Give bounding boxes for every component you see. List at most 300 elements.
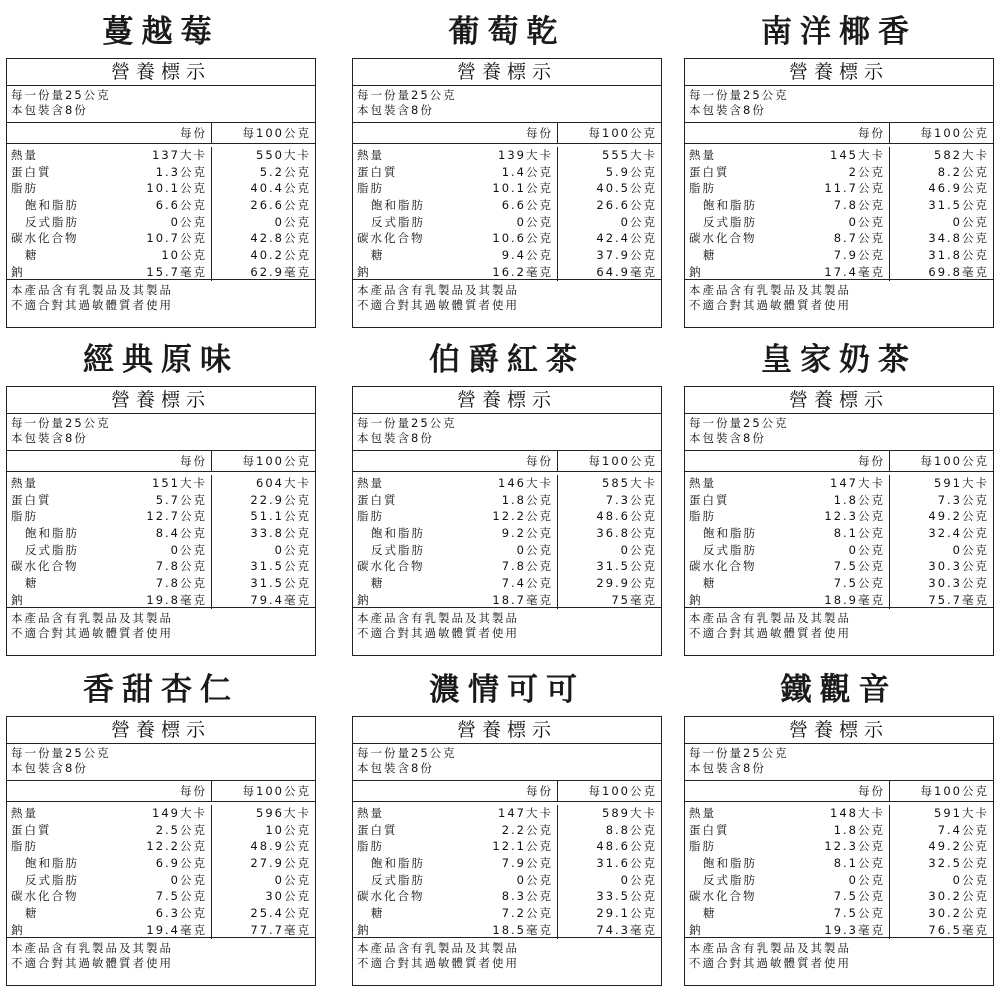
nutrient-name: 反式脂肪 [25, 872, 79, 887]
allergen-line: 不適合對其過敏體質者使用 [689, 626, 851, 640]
label-title: 營養標示 [353, 59, 661, 86]
servings-per-pack: 本包裝含8份 [689, 103, 766, 117]
per-serving-value: 17.4毫克 [795, 264, 890, 281]
nutrient-name: 脂肪 [357, 839, 384, 854]
per-100g-value: 589大卡 [602, 806, 657, 820]
table-row [685, 888, 993, 905]
table-row [685, 230, 993, 247]
allergen-line: 本產品含有乳製品及其製品 [689, 611, 851, 625]
per-serving-value: 7.8公克 [795, 197, 890, 214]
table-row [7, 575, 315, 592]
table-row [353, 822, 661, 839]
table-row [7, 805, 315, 822]
nutrition-label [6, 58, 316, 328]
label-title: 營養標示 [685, 59, 993, 86]
per-serving-value: 7.5公克 [795, 558, 890, 575]
col-per-serving: 每份 [113, 451, 212, 471]
column-header [353, 451, 661, 472]
col-per-100g: 每100公克 [588, 454, 657, 468]
per-serving-value: 1.8公克 [795, 822, 890, 839]
per-serving-value: 7.5公克 [795, 888, 890, 905]
table-row [7, 872, 315, 889]
table-row [7, 230, 315, 247]
serving-size: 每一份量25公克 [357, 88, 457, 102]
table-row [7, 264, 315, 281]
flavor-name: 鐵觀音 [780, 672, 898, 708]
per-100g-value: 69.8毫克 [928, 264, 989, 279]
nutrient-name: 蛋白質 [11, 164, 52, 179]
allergen-line: 不適合對其過敏體質者使用 [11, 298, 173, 312]
table-row [353, 838, 661, 855]
serving-size: 每一份量25公克 [11, 88, 111, 102]
per-serving-value: 8.1公克 [795, 525, 890, 542]
nutrient-name: 鈉 [689, 592, 703, 607]
per-100g-value: 26.6公克 [596, 198, 657, 213]
col-per-serving: 每份 [459, 451, 558, 471]
col-per-100g: 每100公克 [920, 454, 989, 468]
per-serving-value: 151大卡 [117, 475, 212, 492]
table-row [7, 822, 315, 839]
column-header [685, 781, 993, 802]
allergen-line: 本產品含有乳製品及其製品 [689, 941, 851, 955]
nutrient-table [353, 802, 661, 938]
col-per-serving: 每份 [791, 781, 890, 801]
per-serving-value: 18.7毫克 [463, 592, 558, 609]
col-per-100g: 每100公克 [242, 454, 311, 468]
per-100g-value: 29.1公克 [596, 906, 657, 921]
per-100g-value: 31.8公克 [928, 248, 989, 263]
per-100g-value: 49.2公克 [928, 509, 989, 524]
col-per-serving: 每份 [113, 123, 212, 143]
table-row [7, 525, 315, 542]
nutrition-label [352, 58, 662, 328]
flavor-name: 葡萄乾 [448, 14, 566, 50]
nutrient-name: 鈉 [11, 592, 25, 607]
per-serving-value: 6.3公克 [117, 905, 212, 922]
per-serving-value: 18.5毫克 [463, 922, 558, 939]
table-row [353, 475, 661, 492]
col-per-serving: 每份 [459, 781, 558, 801]
flavor-name: 香甜杏仁 [83, 672, 239, 708]
nutrient-name: 碳水化合物 [689, 889, 757, 904]
serving-info [7, 414, 315, 451]
table-row [353, 905, 661, 922]
nutrient-name: 蛋白質 [11, 492, 52, 507]
nutrient-name: 鈉 [689, 264, 703, 279]
nutrient-name: 鈉 [11, 264, 25, 279]
allergen-line: 不適合對其過敏體質者使用 [357, 298, 519, 312]
nutrient-name: 碳水化合物 [357, 889, 425, 904]
col-per-100g: 每100公克 [242, 126, 311, 140]
nutrient-name: 熱量 [689, 806, 716, 820]
per-100g-value: 40.2公克 [250, 248, 311, 263]
nutrient-table [685, 144, 993, 280]
per-100g-value: 74.3毫克 [596, 922, 657, 937]
nutrient-name: 熱量 [11, 476, 38, 490]
per-100g-value: 79.4毫克 [250, 592, 311, 607]
col-per-100g: 每100公克 [242, 784, 311, 798]
table-row [353, 247, 661, 264]
label-title: 營養標示 [353, 387, 661, 414]
flavor-panel [352, 664, 662, 982]
nutrient-table [353, 472, 661, 608]
table-row [685, 922, 993, 939]
table-row [685, 592, 993, 609]
per-100g-value: 585大卡 [602, 476, 657, 490]
table-row [353, 164, 661, 181]
per-100g-value: 31.5公克 [596, 559, 657, 574]
nutrient-name: 飽和脂肪 [371, 856, 425, 871]
per-100g-value: 31.5公克 [928, 198, 989, 213]
per-serving-value: 10公克 [117, 247, 212, 264]
per-100g-value: 75.7毫克 [928, 592, 989, 607]
per-serving-value: 137大卡 [117, 147, 212, 164]
nutrient-name: 糖 [703, 906, 717, 921]
per-serving-value: 0公克 [795, 872, 890, 889]
serving-info [353, 414, 661, 451]
servings-per-pack: 本包裝含8份 [11, 431, 88, 445]
per-serving-value: 0公克 [463, 214, 558, 231]
per-100g-value: 75毫克 [611, 592, 657, 607]
col-per-serving: 每份 [459, 123, 558, 143]
table-row [685, 855, 993, 872]
serving-info [7, 744, 315, 781]
per-serving-value: 10.6公克 [463, 230, 558, 247]
nutrient-name: 鈉 [357, 922, 371, 937]
per-serving-value: 8.1公克 [795, 855, 890, 872]
table-row [7, 180, 315, 197]
per-100g-value: 0公克 [274, 542, 311, 557]
serving-info [685, 86, 993, 123]
table-row [685, 542, 993, 559]
table-row [353, 575, 661, 592]
nutrition-label [684, 716, 994, 986]
serving-size: 每一份量25公克 [11, 416, 111, 430]
serving-size: 每一份量25公克 [689, 88, 789, 102]
nutrient-name: 脂肪 [11, 181, 38, 196]
table-row [353, 492, 661, 509]
per-serving-value: 9.2公克 [463, 525, 558, 542]
per-100g-value: 0公克 [274, 214, 311, 229]
allergen-note [685, 280, 993, 316]
per-serving-value: 1.8公克 [795, 492, 890, 509]
nutrient-name: 脂肪 [11, 839, 38, 854]
per-100g-value: 48.6公克 [596, 509, 657, 524]
table-row [685, 575, 993, 592]
table-row [685, 558, 993, 575]
table-row [685, 164, 993, 181]
per-100g-value: 37.9公克 [596, 248, 657, 263]
per-serving-value: 12.2公克 [117, 838, 212, 855]
per-100g-value: 62.9毫克 [250, 264, 311, 279]
serving-info [353, 744, 661, 781]
allergen-line: 本產品含有乳製品及其製品 [689, 283, 851, 297]
allergen-note [353, 938, 661, 974]
nutrient-name: 脂肪 [11, 509, 38, 524]
per-100g-value: 34.8公克 [928, 231, 989, 246]
nutrition-label [6, 386, 316, 656]
per-100g-value: 8.8公克 [605, 822, 657, 837]
per-serving-value: 7.8公克 [463, 558, 558, 575]
column-header [353, 123, 661, 144]
nutrient-name: 蛋白質 [689, 822, 730, 837]
per-serving-value: 1.8公克 [463, 492, 558, 509]
per-100g-value: 0公克 [952, 542, 989, 557]
table-row [7, 214, 315, 231]
nutrient-name: 蛋白質 [689, 492, 730, 507]
servings-per-pack: 本包裝含8份 [357, 431, 434, 445]
per-serving-value: 149大卡 [117, 805, 212, 822]
per-100g-value: 27.9公克 [250, 856, 311, 871]
nutrient-name: 飽和脂肪 [703, 526, 757, 541]
per-serving-value: 12.3公克 [795, 508, 890, 525]
per-100g-value: 40.5公克 [596, 181, 657, 196]
table-row [685, 197, 993, 214]
col-per-serving: 每份 [113, 781, 212, 801]
per-100g-value: 5.9公克 [605, 164, 657, 179]
per-100g-value: 26.6公克 [250, 198, 311, 213]
per-serving-value: 8.4公克 [117, 525, 212, 542]
per-serving-value: 2.2公克 [463, 822, 558, 839]
flavor-name: 經典原味 [83, 342, 239, 378]
allergen-line: 不適合對其過敏體質者使用 [689, 956, 851, 970]
table-row [353, 805, 661, 822]
per-100g-value: 0公克 [952, 872, 989, 887]
nutrient-name: 飽和脂肪 [371, 526, 425, 541]
table-row [7, 542, 315, 559]
table-row [685, 838, 993, 855]
per-serving-value: 0公克 [795, 214, 890, 231]
label-title: 營養標示 [685, 717, 993, 744]
per-100g-value: 46.9公克 [928, 181, 989, 196]
label-title: 營養標示 [685, 387, 993, 414]
flavor-panel [684, 334, 994, 652]
serving-size: 每一份量25公克 [357, 746, 457, 760]
nutrient-name: 蛋白質 [357, 822, 398, 837]
per-100g-value: 76.5毫克 [928, 922, 989, 937]
allergen-line: 不適合對其過敏體質者使用 [11, 956, 173, 970]
column-header [353, 781, 661, 802]
allergen-line: 本產品含有乳製品及其製品 [11, 611, 173, 625]
nutrition-label [352, 386, 662, 656]
nutrient-name: 飽和脂肪 [703, 856, 757, 871]
column-header [7, 451, 315, 472]
allergen-line: 本產品含有乳製品及其製品 [357, 283, 519, 297]
per-serving-value: 7.5公克 [117, 888, 212, 905]
col-per-serving: 每份 [791, 123, 890, 143]
allergen-note [7, 608, 315, 644]
label-title: 營養標示 [7, 59, 315, 86]
column-header [7, 123, 315, 144]
nutrient-name: 反式脂肪 [703, 542, 757, 557]
per-100g-value: 591大卡 [934, 476, 989, 490]
per-100g-value: 40.4公克 [250, 181, 311, 196]
table-row [7, 922, 315, 939]
table-row [685, 492, 993, 509]
table-row [353, 180, 661, 197]
allergen-line: 本產品含有乳製品及其製品 [357, 941, 519, 955]
table-row [353, 872, 661, 889]
nutrient-name: 反式脂肪 [25, 214, 79, 229]
per-serving-value: 147大卡 [463, 805, 558, 822]
servings-per-pack: 本包裝含8份 [357, 761, 434, 775]
per-serving-value: 6.6公克 [463, 197, 558, 214]
per-serving-value: 0公克 [463, 872, 558, 889]
per-100g-value: 42.8公克 [250, 231, 311, 246]
serving-info [685, 744, 993, 781]
per-100g-value: 31.5公克 [250, 559, 311, 574]
per-serving-value: 6.9公克 [117, 855, 212, 872]
per-100g-value: 33.8公克 [250, 526, 311, 541]
table-row [7, 492, 315, 509]
table-row [7, 558, 315, 575]
flavor-name: 南洋椰香 [761, 14, 917, 50]
table-row [685, 147, 993, 164]
per-serving-value: 10.7公克 [117, 230, 212, 247]
per-serving-value: 148大卡 [795, 805, 890, 822]
nutrient-name: 碳水化合物 [11, 231, 79, 246]
table-row [7, 147, 315, 164]
per-serving-value: 19.3毫克 [795, 922, 890, 939]
table-row [685, 475, 993, 492]
table-row [7, 592, 315, 609]
nutrient-name: 糖 [371, 906, 385, 921]
nutrient-name: 蛋白質 [689, 164, 730, 179]
nutrient-name: 鈉 [357, 264, 371, 279]
serving-size: 每一份量25公克 [689, 416, 789, 430]
per-100g-value: 64.9毫克 [596, 264, 657, 279]
per-100g-value: 0公克 [620, 872, 657, 887]
nutrient-name: 脂肪 [357, 181, 384, 196]
per-serving-value: 8.3公克 [463, 888, 558, 905]
per-100g-value: 0公克 [620, 214, 657, 229]
nutrient-name: 碳水化合物 [357, 231, 425, 246]
per-serving-value: 146大卡 [463, 475, 558, 492]
nutrient-name: 糖 [703, 576, 717, 591]
per-serving-value: 6.6公克 [117, 197, 212, 214]
per-serving-value: 145大卡 [795, 147, 890, 164]
per-100g-value: 36.8公克 [596, 526, 657, 541]
nutrient-name: 熱量 [689, 148, 716, 162]
table-row [685, 822, 993, 839]
nutrient-name: 飽和脂肪 [25, 856, 79, 871]
nutrient-name: 蛋白質 [11, 822, 52, 837]
nutrient-name: 鈉 [689, 922, 703, 937]
nutrient-name: 反式脂肪 [703, 214, 757, 229]
table-row [353, 558, 661, 575]
nutrient-table [685, 472, 993, 608]
nutrient-name: 反式脂肪 [371, 542, 425, 557]
nutrient-name: 碳水化合物 [11, 889, 79, 904]
nutrient-name: 熱量 [357, 148, 384, 162]
per-serving-value: 7.4公克 [463, 575, 558, 592]
per-100g-value: 0公克 [620, 542, 657, 557]
flavor-name: 濃情可可 [429, 672, 585, 708]
per-100g-value: 30.3公克 [928, 559, 989, 574]
per-serving-value: 19.8毫克 [117, 592, 212, 609]
per-100g-value: 25.4公克 [250, 906, 311, 921]
per-serving-value: 139大卡 [463, 147, 558, 164]
per-100g-value: 31.6公克 [596, 856, 657, 871]
flavor-panel [684, 6, 994, 324]
table-row [685, 872, 993, 889]
nutrient-name: 糖 [25, 248, 39, 263]
nutrient-name: 蛋白質 [357, 164, 398, 179]
serving-size: 每一份量25公克 [689, 746, 789, 760]
table-row [353, 525, 661, 542]
flavor-panel [6, 6, 316, 324]
per-serving-value: 0公克 [463, 542, 558, 559]
per-100g-value: 32.4公克 [928, 526, 989, 541]
nutrient-name: 糖 [25, 576, 39, 591]
serving-size: 每一份量25公克 [11, 746, 111, 760]
table-row [7, 888, 315, 905]
per-100g-value: 31.5公克 [250, 576, 311, 591]
per-100g-value: 48.9公克 [250, 839, 311, 854]
allergen-line: 不適合對其過敏體質者使用 [11, 626, 173, 640]
per-100g-value: 32.5公克 [928, 856, 989, 871]
allergen-line: 本產品含有乳製品及其製品 [11, 941, 173, 955]
table-row [353, 542, 661, 559]
table-row [685, 525, 993, 542]
allergen-note [685, 938, 993, 974]
table-row [353, 230, 661, 247]
serving-info [353, 86, 661, 123]
nutrient-name: 熱量 [357, 806, 384, 820]
nutrient-name: 碳水化合物 [689, 231, 757, 246]
per-serving-value: 12.7公克 [117, 508, 212, 525]
per-serving-value: 2公克 [795, 164, 890, 181]
col-per-serving: 每份 [791, 451, 890, 471]
per-100g-value: 29.9公克 [596, 576, 657, 591]
servings-per-pack: 本包裝含8份 [689, 761, 766, 775]
nutrient-name: 反式脂肪 [371, 872, 425, 887]
table-row [7, 838, 315, 855]
per-100g-value: 604大卡 [256, 476, 311, 490]
per-serving-value: 7.9公克 [795, 247, 890, 264]
per-serving-value: 16.2毫克 [463, 264, 558, 281]
per-serving-value: 1.4公克 [463, 164, 558, 181]
nutrient-name: 脂肪 [689, 181, 716, 196]
nutrient-name: 糖 [371, 576, 385, 591]
per-100g-value: 582大卡 [934, 148, 989, 162]
per-100g-value: 77.7毫克 [250, 922, 311, 937]
per-serving-value: 0公克 [117, 214, 212, 231]
col-per-100g: 每100公克 [920, 784, 989, 798]
per-100g-value: 591大卡 [934, 806, 989, 820]
nutrient-name: 糖 [371, 248, 385, 263]
table-row [7, 197, 315, 214]
col-per-100g: 每100公克 [588, 784, 657, 798]
table-row [353, 592, 661, 609]
per-serving-value: 7.5公克 [795, 575, 890, 592]
per-100g-value: 30公克 [265, 889, 311, 904]
per-100g-value: 33.5公克 [596, 889, 657, 904]
nutrient-name: 碳水化合物 [11, 559, 79, 574]
nutrient-name: 脂肪 [689, 839, 716, 854]
nutrition-label [6, 716, 316, 986]
per-serving-value: 0公克 [117, 872, 212, 889]
col-per-100g: 每100公克 [920, 126, 989, 140]
allergen-note [7, 280, 315, 316]
per-100g-value: 30.3公克 [928, 576, 989, 591]
flavor-panel [352, 334, 662, 652]
allergen-line: 不適合對其過敏體質者使用 [357, 626, 519, 640]
nutrient-name: 飽和脂肪 [25, 198, 79, 213]
label-title: 營養標示 [7, 717, 315, 744]
allergen-line: 本產品含有乳製品及其製品 [11, 283, 173, 297]
allergen-note [353, 608, 661, 644]
